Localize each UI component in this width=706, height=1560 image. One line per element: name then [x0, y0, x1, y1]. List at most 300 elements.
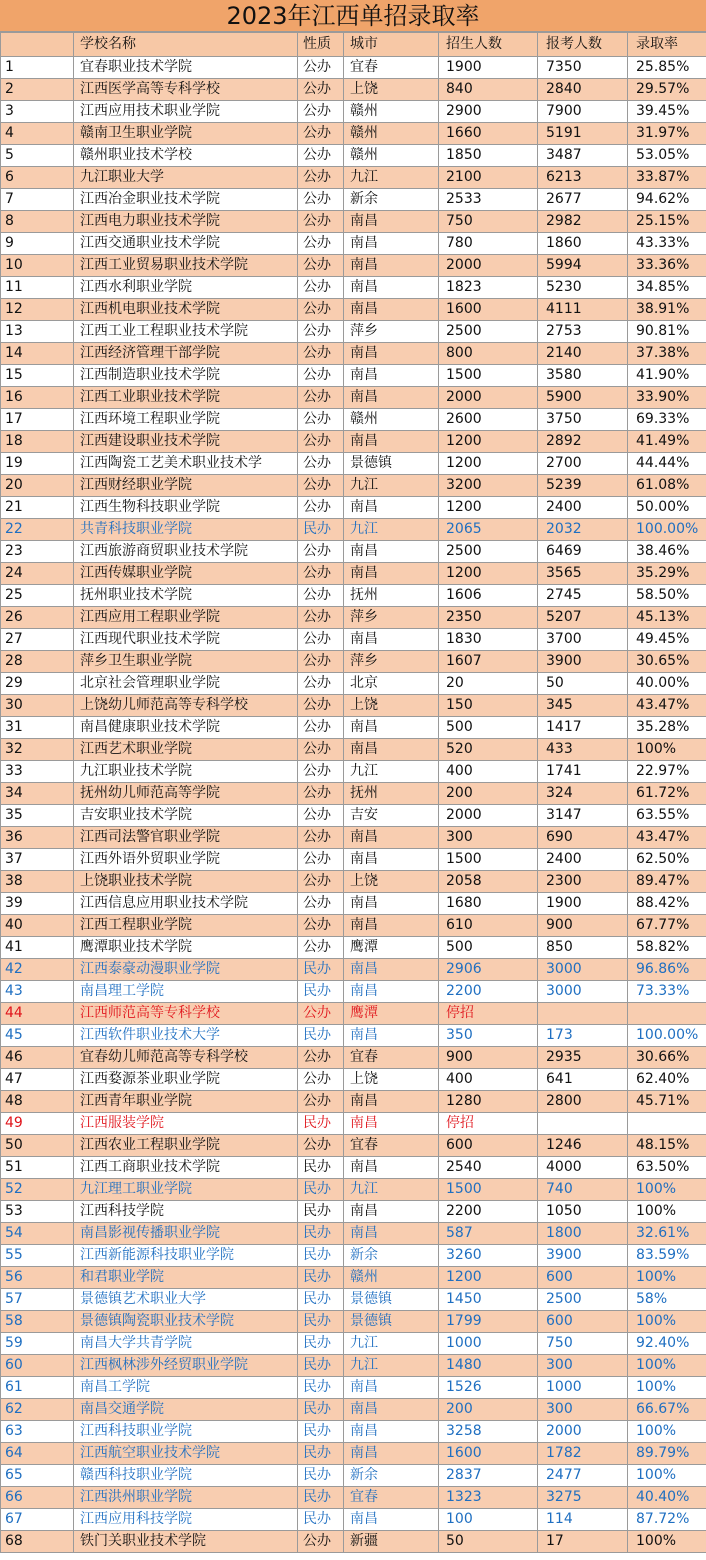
admission-rate: 39.45% [628, 101, 706, 123]
plan-count: 2350 [439, 607, 538, 629]
admission-rate: 100.00% [628, 1025, 706, 1047]
table-row [1, 1113, 706, 1135]
admission-rate: 100% [628, 1311, 706, 1333]
plan-count: 520 [439, 739, 538, 761]
applicant-count: 433 [538, 739, 628, 761]
city: 赣州 [344, 409, 439, 431]
plan-count: 100 [439, 1509, 538, 1531]
admission-rate: 33.36% [628, 255, 706, 277]
table-row [1, 189, 706, 211]
admission-rate: 100% [628, 739, 706, 761]
applicant-count [538, 1003, 628, 1025]
admission-rate: 29.57% [628, 79, 706, 101]
table-row [1, 893, 706, 915]
admission-rate: 30.66% [628, 1047, 706, 1069]
table-row [1, 1421, 706, 1443]
school-type: 民办 [298, 1399, 344, 1421]
applicant-count: 3580 [538, 365, 628, 387]
school-type: 公办 [298, 563, 344, 585]
applicant-count: 1050 [538, 1201, 628, 1223]
row-index: 24 [1, 563, 74, 585]
applicant-count: 3900 [538, 1245, 628, 1267]
table-row [1, 981, 706, 1003]
plan-count: 2200 [439, 1201, 538, 1223]
admission-rate: 41.49% [628, 431, 706, 453]
school-type: 民办 [298, 1487, 344, 1509]
city: 南昌 [344, 1421, 439, 1443]
school-type: 公办 [298, 1531, 344, 1553]
applicant-count: 1246 [538, 1135, 628, 1157]
admission-rate: 41.90% [628, 365, 706, 387]
city: 九江 [344, 1179, 439, 1201]
plan-count: 1200 [439, 563, 538, 585]
row-index: 38 [1, 871, 74, 893]
school-name: 江西工商职业技术学院 [74, 1157, 298, 1179]
row-index: 19 [1, 453, 74, 475]
city: 南昌 [344, 1223, 439, 1245]
plan-count: 1830 [439, 629, 538, 651]
applicant-count: 4111 [538, 299, 628, 321]
plan-count: 900 [439, 1047, 538, 1069]
table-row [1, 211, 706, 233]
admission-rate: 50.00% [628, 497, 706, 519]
row-index: 64 [1, 1443, 74, 1465]
table-row [1, 563, 706, 585]
admission-rate: 25.15% [628, 211, 706, 233]
city: 九江 [344, 1333, 439, 1355]
row-index: 11 [1, 277, 74, 299]
city: 九江 [344, 167, 439, 189]
applicant-count: 5207 [538, 607, 628, 629]
row-index: 8 [1, 211, 74, 233]
plan-count: 610 [439, 915, 538, 937]
school-name: 江西软件职业技术大学 [74, 1025, 298, 1047]
applicant-count: 2677 [538, 189, 628, 211]
city: 新疆 [344, 1531, 439, 1553]
city: 抚州 [344, 585, 439, 607]
plan-count: 停招 [439, 1113, 538, 1135]
school-name: 赣南卫生职业学院 [74, 123, 298, 145]
applicant-count: 600 [538, 1267, 628, 1289]
row-index: 62 [1, 1399, 74, 1421]
table-row [1, 57, 706, 79]
admission-rate: 45.71% [628, 1091, 706, 1113]
school-type: 公办 [298, 915, 344, 937]
school-name: 江西洪州职业学院 [74, 1487, 298, 1509]
table-row [1, 1201, 706, 1223]
school-type: 民办 [298, 981, 344, 1003]
school-type: 公办 [298, 585, 344, 607]
applicant-count: 1900 [538, 893, 628, 915]
applicant-count: 1800 [538, 1223, 628, 1245]
table-row [1, 1487, 706, 1509]
row-index: 35 [1, 805, 74, 827]
applicant-count: 900 [538, 915, 628, 937]
city: 上饶 [344, 871, 439, 893]
admission-rate: 92.40% [628, 1333, 706, 1355]
table-row [1, 673, 706, 695]
row-index: 42 [1, 959, 74, 981]
applicant-count: 1741 [538, 761, 628, 783]
school-name: 共青科技职业学院 [74, 519, 298, 541]
plan-count: 2058 [439, 871, 538, 893]
plan-count: 2000 [439, 805, 538, 827]
applicant-count: 345 [538, 695, 628, 717]
school-type: 公办 [298, 321, 344, 343]
row-index: 44 [1, 1003, 74, 1025]
admission-rate: 61.08% [628, 475, 706, 497]
school-name: 宜春幼儿师范高等专科学校 [74, 1047, 298, 1069]
plan-count: 2065 [439, 519, 538, 541]
school-type: 民办 [298, 1113, 344, 1135]
city: 鹰潭 [344, 937, 439, 959]
header-city: 城市 [344, 33, 439, 57]
row-index: 59 [1, 1333, 74, 1355]
school-name: 南昌健康职业技术学院 [74, 717, 298, 739]
admission-rate: 40.40% [628, 1487, 706, 1509]
applicant-count: 2982 [538, 211, 628, 233]
row-index: 34 [1, 783, 74, 805]
admission-rate: 100% [628, 1465, 706, 1487]
table-row [1, 1025, 706, 1047]
applicant-count: 1860 [538, 233, 628, 255]
admission-rate: 89.79% [628, 1443, 706, 1465]
table-row [1, 1091, 706, 1113]
admission-rate: 58% [628, 1289, 706, 1311]
city: 宜春 [344, 1487, 439, 1509]
school-name: 江西环境工程职业学院 [74, 409, 298, 431]
school-name: 江西新能源科技职业学院 [74, 1245, 298, 1267]
school-type: 民办 [298, 519, 344, 541]
table-row [1, 1003, 706, 1025]
row-index: 54 [1, 1223, 74, 1245]
admission-rate: 89.47% [628, 871, 706, 893]
admission-rate: 83.59% [628, 1245, 706, 1267]
admission-rate: 90.81% [628, 321, 706, 343]
table-row [1, 651, 706, 673]
city: 赣州 [344, 123, 439, 145]
admission-rate: 88.42% [628, 893, 706, 915]
plan-count: 1600 [439, 299, 538, 321]
applicant-count: 2500 [538, 1289, 628, 1311]
admission-rate: 62.40% [628, 1069, 706, 1091]
row-index: 53 [1, 1201, 74, 1223]
table-row [1, 519, 706, 541]
school-name: 江西枫林涉外经贸职业学院 [74, 1355, 298, 1377]
plan-count: 1200 [439, 431, 538, 453]
admission-rate: 100% [628, 1267, 706, 1289]
admission-rate: 45.13% [628, 607, 706, 629]
row-index: 22 [1, 519, 74, 541]
row-index: 28 [1, 651, 74, 673]
row-index: 30 [1, 695, 74, 717]
school-name: 赣州职业技术学校 [74, 145, 298, 167]
plan-count: 2533 [439, 189, 538, 211]
applicant-count: 2700 [538, 453, 628, 475]
row-index: 33 [1, 761, 74, 783]
school-type: 公办 [298, 167, 344, 189]
plan-count: 1480 [439, 1355, 538, 1377]
table-row [1, 1223, 706, 1245]
city: 南昌 [344, 1399, 439, 1421]
school-type: 公办 [298, 497, 344, 519]
row-index: 68 [1, 1531, 74, 1553]
plan-count: 750 [439, 211, 538, 233]
row-index: 57 [1, 1289, 74, 1311]
school-name: 江西泰豪动漫职业学院 [74, 959, 298, 981]
table-row [1, 1311, 706, 1333]
school-name: 江西农业工程职业学院 [74, 1135, 298, 1157]
city: 南昌 [344, 233, 439, 255]
school-type: 公办 [298, 893, 344, 915]
school-name: 和君职业学院 [74, 1267, 298, 1289]
plan-count: 2540 [439, 1157, 538, 1179]
admission-rate: 38.91% [628, 299, 706, 321]
school-type: 公办 [298, 783, 344, 805]
school-type: 公办 [298, 761, 344, 783]
admission-rate: 44.44% [628, 453, 706, 475]
admission-rate: 33.87% [628, 167, 706, 189]
applicant-count: 2300 [538, 871, 628, 893]
city: 赣州 [344, 145, 439, 167]
plan-count: 1900 [439, 57, 538, 79]
school-type: 公办 [298, 541, 344, 563]
table-row [1, 79, 706, 101]
city: 宜春 [344, 1135, 439, 1157]
row-index: 26 [1, 607, 74, 629]
table-row [1, 233, 706, 255]
school-type: 公办 [298, 123, 344, 145]
applicant-count: 173 [538, 1025, 628, 1047]
row-index: 20 [1, 475, 74, 497]
table-row [1, 1289, 706, 1311]
school-type: 民办 [298, 1443, 344, 1465]
school-type: 公办 [298, 805, 344, 827]
table-row [1, 959, 706, 981]
plan-count: 780 [439, 233, 538, 255]
row-index: 37 [1, 849, 74, 871]
city: 南昌 [344, 915, 439, 937]
row-index: 2 [1, 79, 74, 101]
city: 南昌 [344, 431, 439, 453]
admission-rate: 30.65% [628, 651, 706, 673]
plan-count: 1680 [439, 893, 538, 915]
table-row [1, 453, 706, 475]
admission-rate: 61.72% [628, 783, 706, 805]
school-type: 公办 [298, 409, 344, 431]
row-index: 58 [1, 1311, 74, 1333]
school-name: 鹰潭职业技术学院 [74, 937, 298, 959]
school-type: 公办 [298, 739, 344, 761]
city: 景德镇 [344, 453, 439, 475]
school-type: 公办 [298, 255, 344, 277]
school-name: 南昌理工学院 [74, 981, 298, 1003]
row-index: 46 [1, 1047, 74, 1069]
applicant-count: 850 [538, 937, 628, 959]
plan-count: 2906 [439, 959, 538, 981]
school-name: 南昌交通学院 [74, 1399, 298, 1421]
city: 南昌 [344, 277, 439, 299]
school-name: 江西传媒职业学院 [74, 563, 298, 585]
applicant-count: 5230 [538, 277, 628, 299]
school-name: 赣西科技职业学院 [74, 1465, 298, 1487]
school-type: 民办 [298, 1223, 344, 1245]
table-row [1, 343, 706, 365]
school-type: 民办 [298, 1179, 344, 1201]
applicant-count: 4000 [538, 1157, 628, 1179]
row-index: 65 [1, 1465, 74, 1487]
school-name: 江西应用工程职业学院 [74, 607, 298, 629]
row-index: 43 [1, 981, 74, 1003]
school-name: 江西生物科技职业学院 [74, 497, 298, 519]
city: 南昌 [344, 1113, 439, 1135]
school-name: 江西工程职业学院 [74, 915, 298, 937]
table-row [1, 321, 706, 343]
admission-rate: 43.47% [628, 695, 706, 717]
school-name: 江西交通职业技术学院 [74, 233, 298, 255]
applicant-count: 17 [538, 1531, 628, 1553]
table-row [1, 937, 706, 959]
school-name: 江西婺源茶业职业学院 [74, 1069, 298, 1091]
plan-count: 150 [439, 695, 538, 717]
school-type: 公办 [298, 475, 344, 497]
table-row [1, 1069, 706, 1091]
admission-rate: 96.86% [628, 959, 706, 981]
table-row [1, 1179, 706, 1201]
school-name: 江西旅游商贸职业技术学院 [74, 541, 298, 563]
plan-count: 350 [439, 1025, 538, 1047]
row-index: 15 [1, 365, 74, 387]
school-type: 公办 [298, 277, 344, 299]
school-name: 江西艺术职业学院 [74, 739, 298, 761]
admission-rate: 22.97% [628, 761, 706, 783]
school-name: 抚州幼儿师范高等学院 [74, 783, 298, 805]
admission-rate: 87.72% [628, 1509, 706, 1531]
row-index: 50 [1, 1135, 74, 1157]
row-index: 9 [1, 233, 74, 255]
admission-rate: 53.05% [628, 145, 706, 167]
city: 新余 [344, 1245, 439, 1267]
school-name: 江西制造职业技术学院 [74, 365, 298, 387]
city: 南昌 [344, 981, 439, 1003]
school-name: 江西财经职业学院 [74, 475, 298, 497]
school-name: 江西陶瓷工艺美术职业技术学 [74, 453, 298, 475]
plan-count: 2000 [439, 387, 538, 409]
table-row [1, 1509, 706, 1531]
plan-count: 400 [439, 1069, 538, 1091]
city: 南昌 [344, 1091, 439, 1113]
school-type: 公办 [298, 607, 344, 629]
row-index: 40 [1, 915, 74, 937]
city: 鹰潭 [344, 1003, 439, 1025]
applicant-count: 5191 [538, 123, 628, 145]
plan-count: 1323 [439, 1487, 538, 1509]
applicant-count: 2800 [538, 1091, 628, 1113]
school-type: 公办 [298, 695, 344, 717]
table-row [1, 915, 706, 937]
city: 九江 [344, 1355, 439, 1377]
school-name: 江西外语外贸职业学院 [74, 849, 298, 871]
school-name: 江西青年职业学院 [74, 1091, 298, 1113]
city: 上饶 [344, 1069, 439, 1091]
school-name: 江西现代职业技术学院 [74, 629, 298, 651]
school-type: 公办 [298, 1069, 344, 1091]
plan-count: 2500 [439, 541, 538, 563]
applicant-count: 7350 [538, 57, 628, 79]
row-index: 63 [1, 1421, 74, 1443]
school-name: 抚州职业技术学院 [74, 585, 298, 607]
school-name: 江西服装学院 [74, 1113, 298, 1135]
plan-count: 1526 [439, 1377, 538, 1399]
admission-rate: 63.55% [628, 805, 706, 827]
city: 赣州 [344, 1267, 439, 1289]
school-type: 公办 [298, 299, 344, 321]
admission-rate: 43.47% [628, 827, 706, 849]
city: 九江 [344, 761, 439, 783]
plan-count: 1200 [439, 453, 538, 475]
plan-count: 800 [439, 343, 538, 365]
plan-count: 1200 [439, 497, 538, 519]
admission-rate: 67.77% [628, 915, 706, 937]
table-row [1, 783, 706, 805]
school-type: 公办 [298, 343, 344, 365]
row-index: 41 [1, 937, 74, 959]
header-applicants: 报考人数 [538, 33, 628, 57]
table-row [1, 1399, 706, 1421]
city: 上饶 [344, 79, 439, 101]
plan-count: 1450 [439, 1289, 538, 1311]
table-row [1, 1465, 706, 1487]
applicant-count: 6213 [538, 167, 628, 189]
school-type: 民办 [298, 1201, 344, 1223]
admission-rate: 49.45% [628, 629, 706, 651]
admission-rate: 40.00% [628, 673, 706, 695]
admission-rate: 43.33% [628, 233, 706, 255]
school-type: 公办 [298, 629, 344, 651]
plan-count: 1850 [439, 145, 538, 167]
table-row [1, 1245, 706, 1267]
plan-count: 2500 [439, 321, 538, 343]
table-row [1, 849, 706, 871]
admission-rate: 58.82% [628, 937, 706, 959]
admission-rate: 37.38% [628, 343, 706, 365]
school-type: 民办 [298, 1157, 344, 1179]
school-name: 江西科技职业学院 [74, 1421, 298, 1443]
applicant-count: 2400 [538, 849, 628, 871]
applicant-count: 3147 [538, 805, 628, 827]
admission-rate: 73.33% [628, 981, 706, 1003]
school-type: 民办 [298, 959, 344, 981]
city: 南昌 [344, 1509, 439, 1531]
school-name: 江西工业贸易职业技术学院 [74, 255, 298, 277]
admission-rate: 100% [628, 1531, 706, 1553]
school-name: 江西冶金职业技术学院 [74, 189, 298, 211]
applicant-count: 2140 [538, 343, 628, 365]
plan-count: 600 [439, 1135, 538, 1157]
applicant-count: 1000 [538, 1377, 628, 1399]
plan-count: 2837 [439, 1465, 538, 1487]
row-index: 49 [1, 1113, 74, 1135]
admission-rate [628, 1113, 706, 1135]
admission-rate: 48.15% [628, 1135, 706, 1157]
school-name: 江西工业职业技术学院 [74, 387, 298, 409]
row-index: 3 [1, 101, 74, 123]
school-type: 民办 [298, 1245, 344, 1267]
city: 南昌 [344, 563, 439, 585]
plan-count: 停招 [439, 1003, 538, 1025]
row-index: 18 [1, 431, 74, 453]
city: 南昌 [344, 1157, 439, 1179]
